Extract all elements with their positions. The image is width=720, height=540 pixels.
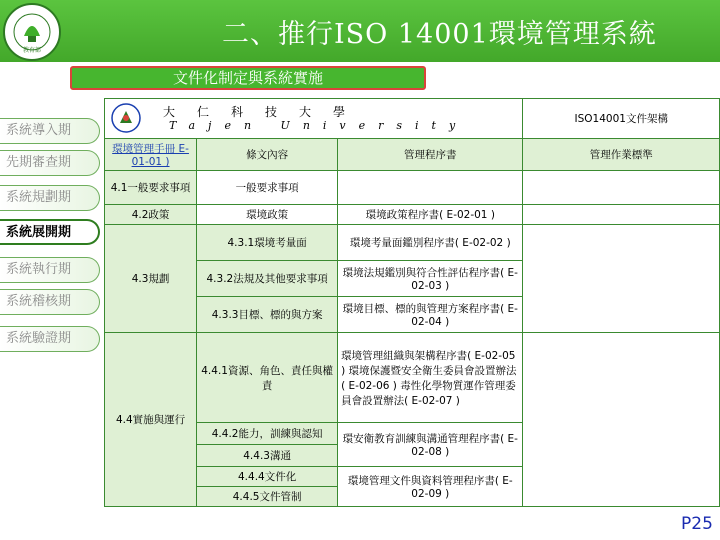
content-impl-2: 4.4.2能力，訓練與認知 xyxy=(197,423,338,445)
content-impl-1: 4.4.1資源、角色、責任與權責 xyxy=(197,333,338,423)
structure-title: ISO14001文件架構 xyxy=(523,99,720,139)
page-number: P25 xyxy=(681,514,713,534)
page-title: 二、推行ISO 14001環境管理系統 xyxy=(222,19,657,50)
manual-cell[interactable] xyxy=(105,139,197,171)
procedure-impl-1: 環境管理組織與架構程序書( E-02-05 ) 環境保護暨安全衛生委員會設置辦法( E-02-06 ) 毒性化學物質運作管理委員會設置辦法( E-02-07 ) xyxy=(338,333,523,423)
content-policy: 環境政策 xyxy=(197,205,338,225)
sidebar-item-intro[interactable]: 系統導入期 xyxy=(0,118,100,144)
iso-document-structure-table xyxy=(104,98,720,507)
section-subtitle: 文件化制定與系統實施 xyxy=(70,66,426,90)
ministry-logo-icon xyxy=(2,2,62,62)
clause-policy: 4.2政策 xyxy=(105,205,197,225)
procedure-planning-2: 環境法規鑑別與符合性評估程序書( E-02-03 ) xyxy=(338,261,523,297)
university-name-zh: 大仁科技大學 xyxy=(163,105,368,119)
sidebar-item-pre-review[interactable]: 先期審查期 xyxy=(0,150,100,176)
procedure-planning-3: 環境目標、標的與管理方案程序書( E-02-04 ) xyxy=(338,297,523,333)
sidebar-item-planning[interactable]: 系統規劃期 xyxy=(0,185,100,211)
procedure-planning-1: 環境考量面鑑別程序書( E-02-02 ) xyxy=(338,225,523,261)
manual-link[interactable]: 環境管理手冊 E-01-01 ) xyxy=(112,143,189,168)
clause-general: 4.1一般要求事項 xyxy=(105,171,197,205)
content-impl-5: 4.4.5文件管制 xyxy=(197,487,338,507)
university-header-cell xyxy=(105,99,523,139)
procedure-policy: 環境政策程序書( E-02-01 ) xyxy=(338,205,523,225)
sidebar-item-deployment[interactable]: 系統展開期 xyxy=(0,219,100,245)
col-header-content: 條文內容 xyxy=(197,139,338,171)
university-logo-icon xyxy=(111,103,141,133)
col-header-standard: 管理作業標準 xyxy=(523,139,720,171)
header-bar xyxy=(0,0,720,62)
procedure-impl-2: 環安衛教育訓練與溝通管理程序書( E-02-08 ) xyxy=(338,423,523,467)
svg-text:教育部: 教育部 xyxy=(22,47,42,54)
content-planning-1: 4.3.1環境考量面 xyxy=(197,225,338,261)
col-header-procedure: 管理程序書 xyxy=(338,139,523,171)
clause-implementation: 4.4實施與運行 xyxy=(105,333,197,507)
content-planning-3: 4.3.3目標、標的與方案 xyxy=(197,297,338,333)
procedure-impl-4: 環境管理文件與資料管理程序書( E-02-09 ) xyxy=(338,467,523,507)
sidebar-item-audit[interactable]: 系統稽核期 xyxy=(0,289,100,315)
content-impl-4: 4.4.4文件化 xyxy=(197,467,338,487)
content-planning-2: 4.3.2法規及其他要求事項 xyxy=(197,261,338,297)
content-general: 一般要求事項 xyxy=(197,171,338,205)
content-impl-3: 4.4.3溝通 xyxy=(197,445,338,467)
sidebar-item-verification[interactable]: 系統驗證期 xyxy=(0,326,100,352)
university-name-en: Tajen University xyxy=(169,119,469,132)
sidebar-item-execution[interactable]: 系統執行期 xyxy=(0,257,100,283)
clause-planning: 4.3規劃 xyxy=(105,225,197,333)
